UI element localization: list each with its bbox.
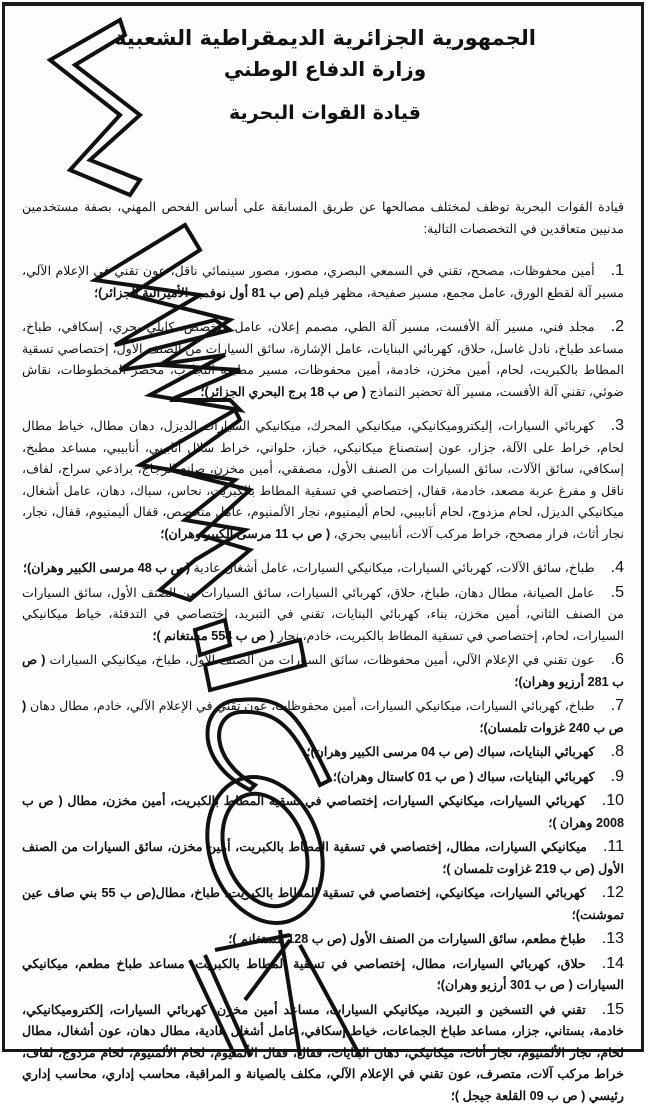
list-item <box>22 316 624 403</box>
item-address: (ص ب 81 أول نوفمبر الأميرالية الجزائر)؛ <box>94 285 304 300</box>
list-item <box>22 649 624 693</box>
country-title: الجمهورية الجزائرية الديمقراطية الشعبية <box>114 26 536 50</box>
item-address: ( ص ب 01 كاستال وهران)؛ <box>332 769 474 784</box>
item-address: (ص ب 219 غزاوت تلمسان )؛ <box>442 861 595 876</box>
item-text: طباخ مطعم، سائق السيارات من الصنف الأول <box>346 932 586 946</box>
item-number: 1. <box>610 262 624 279</box>
item-text: كهربائي السيارات، ميكانيكي السيارات، إختصاصي في تسقية المطاط بالكبريت، أمين مخزن، مطال <box>62 794 586 808</box>
item-address: ( ص ب 281 أرزيو وهران)؛ <box>22 653 624 689</box>
list-item <box>22 836 624 880</box>
document-header <box>0 22 650 128</box>
list-item <box>22 766 624 789</box>
item-number: 12. <box>601 884 624 901</box>
list-item <box>22 882 624 926</box>
item-text: عون تقني في الإعلام الآلي، أمين محفوظات، سائق السيارات من الصنف الأول، طباخ، ميكانيكي السيارات <box>45 653 595 667</box>
item-address: ( ص ب 554 مستغانم )؛ <box>152 628 275 643</box>
item-address: (ص ب 128 مستغانم )؛ <box>228 932 347 946</box>
item-number: 7. <box>610 697 624 714</box>
item-text: تقني في التسخين و التبريد، ميكانيكي السيارات، مساعد أمين مخزن، كهربائي السيارات، إلكتروميكانيكي، خادمة، بستاني، جزار، مساعد طباخ الجماعات، خياط إسكافي، عامل أشغال عادية، مطال دهان، عون أشغال، مطال لحام، نجار الألمنيوم، نجار أثاث، ميكانيكي، دهان البنايات، قفال، قفال الألمنيوم، لحام الألمنيوم، لحام مزدوج، لفاف، خراط مركب آلات، متصرف، عون تقني في الإعلام الآلي، مكلف بالصيانة و المراقبة، محاسب إداري، محاسب إداري رئيسي <box>22 1002 624 1103</box>
ministry-title: وزارة الدفاع الوطني <box>223 57 427 81</box>
list-item <box>22 557 624 580</box>
document-body <box>22 197 624 1109</box>
item-number: 15. <box>601 1000 624 1018</box>
list-item <box>22 582 624 648</box>
list-item <box>22 415 624 545</box>
item-text: كهربائي البنايات، سباك <box>473 769 595 784</box>
item-text: كهربائي السيارات، ميكانيكي، إختصاصي في تسقية المطاط بالكبريت، طباخ، مطال <box>155 886 586 900</box>
item-text: ميكانيكي السيارات، مطال، إختصاصي في تسقية المطاط بالكبريت، أمين مخزن، سائق السيارات من الصنف الأول <box>22 840 624 876</box>
item-text: عامل الصيانة، مطال دهان، طباخ، حلاق، كهربائي السيارات، سائق السيارات من الصنف الأول، سائق السيارات من الصنف الثاني، أمين مخزن، بناء، كهربائي البنايات، تقني في التبريد، إختصاصي في التدفئة، خياط ميكانيكي السيارات، لحام، إختصاصي في تسقية المطاط بالكبريت، خادم، نجار <box>22 585 624 643</box>
command-title: قيادة القوات البحرية <box>229 102 421 124</box>
item-number: 4. <box>610 559 624 576</box>
item-number: 8. <box>610 743 624 760</box>
item-text: أمين محفوظات، مصحح، تقني في السمعي البصري، مصور، مصور سينمائي ناقل، عون تقني في الإعلام الآلي، مسير آلة لقطع الورق، عامل مجمع، مسير صفيحة، مظهر فيلم <box>22 264 624 300</box>
item-text: طباخ، سائق الآلات، كهربائي السيارات، ميكانيكي السيارات، عامل أشغال عادية <box>190 561 595 575</box>
item-number: 13. <box>601 930 624 947</box>
item-address: (ص ب 04 مرسى الكبير وهران)؛ <box>306 745 474 759</box>
item-number: 11. <box>602 838 624 855</box>
item-address: (ص ب 48 مرسى الكبير وهران)؛ <box>23 561 191 575</box>
item-text: مجلد فني، مسير آلة الأفست، مسير آلة الطي، مصمم إعلان، عامل متخصص، كابلي بحري، إسكافي، طباخ، مساعد طباخ، نادل غاسل، حلاق، كهربائي البنايات، عامل الإشارة، سائق السيارات من الصنف الأول، إختصاصي تسقية المطاط بالكبريت، لحام، أمين مخزن، خادمة، أمين محفوظات، مسير مطبعة التجارب، محضر المخطوطات، نقاش ضوئي، تقني آلة الأفست، مسير آلة تحضير النماذج <box>22 320 624 399</box>
item-address: ( ص ب 301 أرزيو وهران)؛ <box>436 978 573 992</box>
item-address: ( ص ب 240 غزوات تلمسان)؛ <box>22 699 624 735</box>
item-text: حلاق، كهربائي السيارات، مطال، إختصاصي في تسقية المطاط بالكبريت، مساعد طباخ مطعم، ميكانيكي السيارات <box>22 956 624 992</box>
item-number: 2. <box>610 318 624 335</box>
item-number: 14. <box>601 954 624 972</box>
item-address: ( ص ب 18 برج البحري الجزائر)؛ <box>200 384 366 399</box>
list-item <box>22 695 624 739</box>
list-item <box>22 953 624 997</box>
item-number: 10. <box>601 792 624 809</box>
list-item <box>22 999 624 1108</box>
item-address: ( ص ب 09 القلعة جيجل )؛ <box>450 1088 586 1103</box>
item-address: (ص ب 55 بني صاف عين تموشنت)؛ <box>22 886 624 922</box>
list-item <box>22 928 624 951</box>
list-item <box>22 741 624 764</box>
item-text: كهربائي السيارات، إليكتروميكانيكي، ميكانيكي المحرك، ميكانيكي السيارات الديزل، دهان مطال، خياط مطال لحام، خراط على الآلة، جزار، عون إستصناع ميكانيكي، خباز، حلواني، خراط سلال أنابيبي، أنابيبي، مساعد مطبخ، إسكافي، سائق الآلات، سائق السيارات من الصنف الأول، مصفقي، أمين مخزن، صانع الزجاج، براذعي سراج، لفاف، ناقل و مفرغ عربة مصعد، خادمة، قفال، إختصاصي في تسقية المطاط بالكبريت، نحاس، سباك، دهان، عامل أشغال، ميكانيكي الديزل، لحام مزدوج، لحام أنابيبي، لحام أليمنيوم، نجار الألمنيوم، عامل متخصص، قفال أليمنيوم، قفال، نجار، نجار أثاث، فرار مصحح، خراط مركب آلات، أنابيبي بحري، <box>22 419 624 541</box>
item-text: طباخ، كهربائي السيارات، ميكانيكي السيارات، أمين محفوظات، عون تقني في الإعلام الآلي، خادم، مطال دهان <box>26 699 595 713</box>
item-address: ( ص ب 11 مرسى الكبير وهران)؛ <box>160 526 331 541</box>
list-item <box>22 260 624 304</box>
intro-paragraph: قيادة القوات البحرية توظف لمختلف مصالحها عن طريق المسابقة على أساس الفحص المهني، بصفة مستخدمين مدنيين متعاقدين في التخصصات التالية: <box>22 200 624 236</box>
item-text: كهربائي البنايات، سباك <box>473 745 595 759</box>
item-number: 3. <box>610 417 624 434</box>
item-number: 5. <box>610 583 624 601</box>
list-item <box>22 790 624 834</box>
item-number: 6. <box>610 651 624 668</box>
item-address: ( ص ب 2008 وهران )؛ <box>22 794 624 830</box>
item-number: 9. <box>610 767 624 785</box>
